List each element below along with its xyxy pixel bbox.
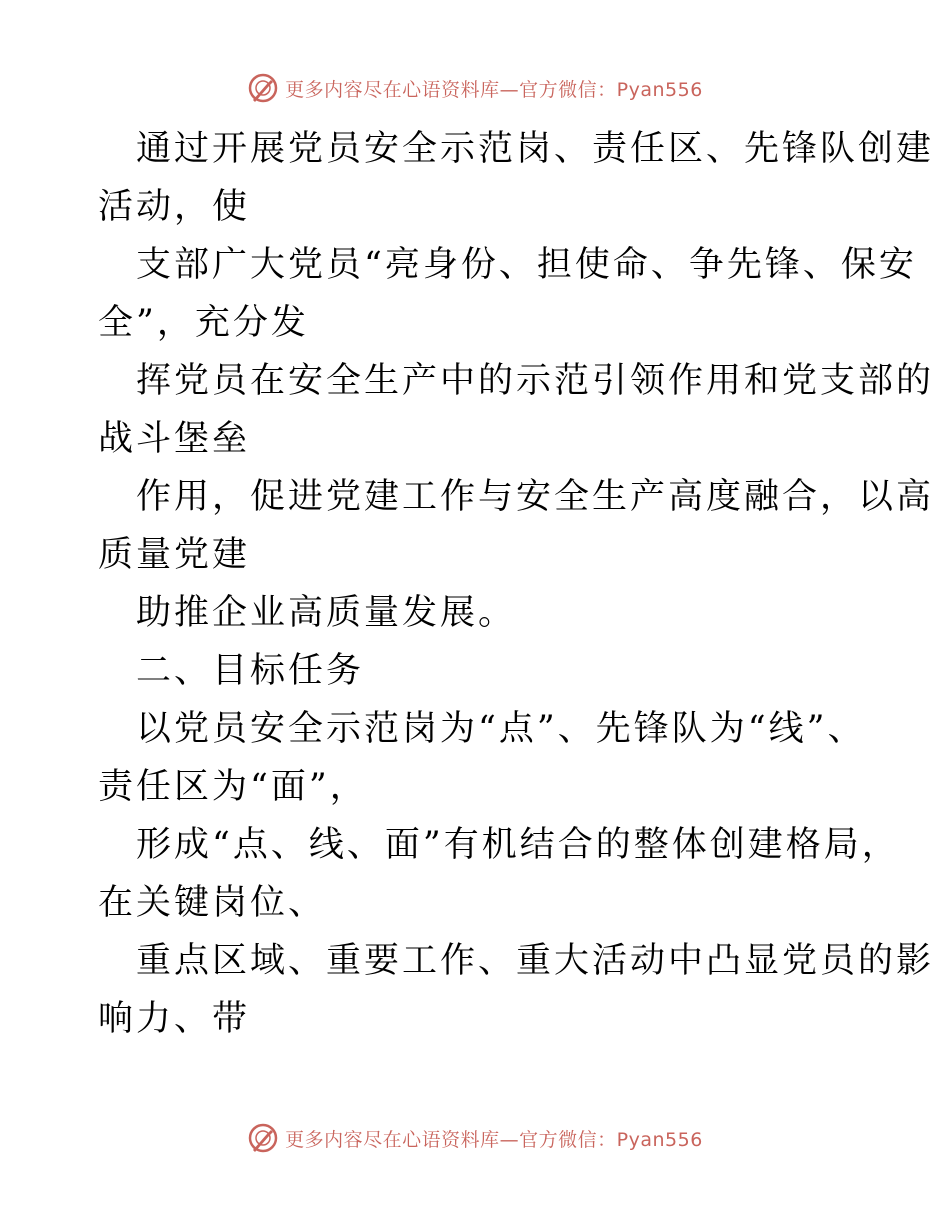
section-heading: 二、目标任务 — [136, 651, 365, 691]
watermark-text: 更多内容尽在心语资料库—官方微信：Pyan556 — [285, 78, 703, 101]
text-line: 支部广大党员“亮身份、担使命、争先锋、保安 — [136, 245, 917, 285]
pen-logo-icon — [247, 72, 279, 104]
text-line: 质量党建 — [98, 535, 251, 575]
text-line: 责任区为“面”， — [98, 767, 368, 807]
document-body — [98, 120, 935, 1048]
text-line: 战斗堡垒 — [98, 419, 251, 459]
watermark-text: 更多内容尽在心语资料库—官方微信：Pyan556 — [285, 1128, 703, 1151]
text-line: 活动，使 — [98, 187, 251, 227]
text-line: 作用，促进党建工作与安全生产高度融合，以高 — [136, 477, 935, 517]
pen-logo-icon — [247, 1122, 279, 1154]
footer-watermark — [0, 1122, 950, 1154]
text-line: 在关键岗位、 — [98, 883, 327, 923]
text-line: 通过开展党员安全示范岗、责任区、先锋队创建 — [136, 129, 935, 169]
text-line: 全”，充分发 — [98, 303, 309, 343]
text-line: 重点区域、重要工作、重大活动中凸显党员的影 — [136, 941, 935, 981]
text-line: 形成“点、线、面”有机结合的整体创建格局， — [136, 825, 900, 865]
text-line: 响力、带 — [98, 999, 251, 1039]
header-watermark — [0, 72, 950, 104]
text-line: 助推企业高质量发展。 — [136, 593, 517, 633]
text-line: 以党员安全示范岗为“点”、先锋队为“线”、 — [136, 709, 866, 749]
text-line: 挥党员在安全生产中的示范引领作用和党支部的 — [136, 361, 935, 401]
